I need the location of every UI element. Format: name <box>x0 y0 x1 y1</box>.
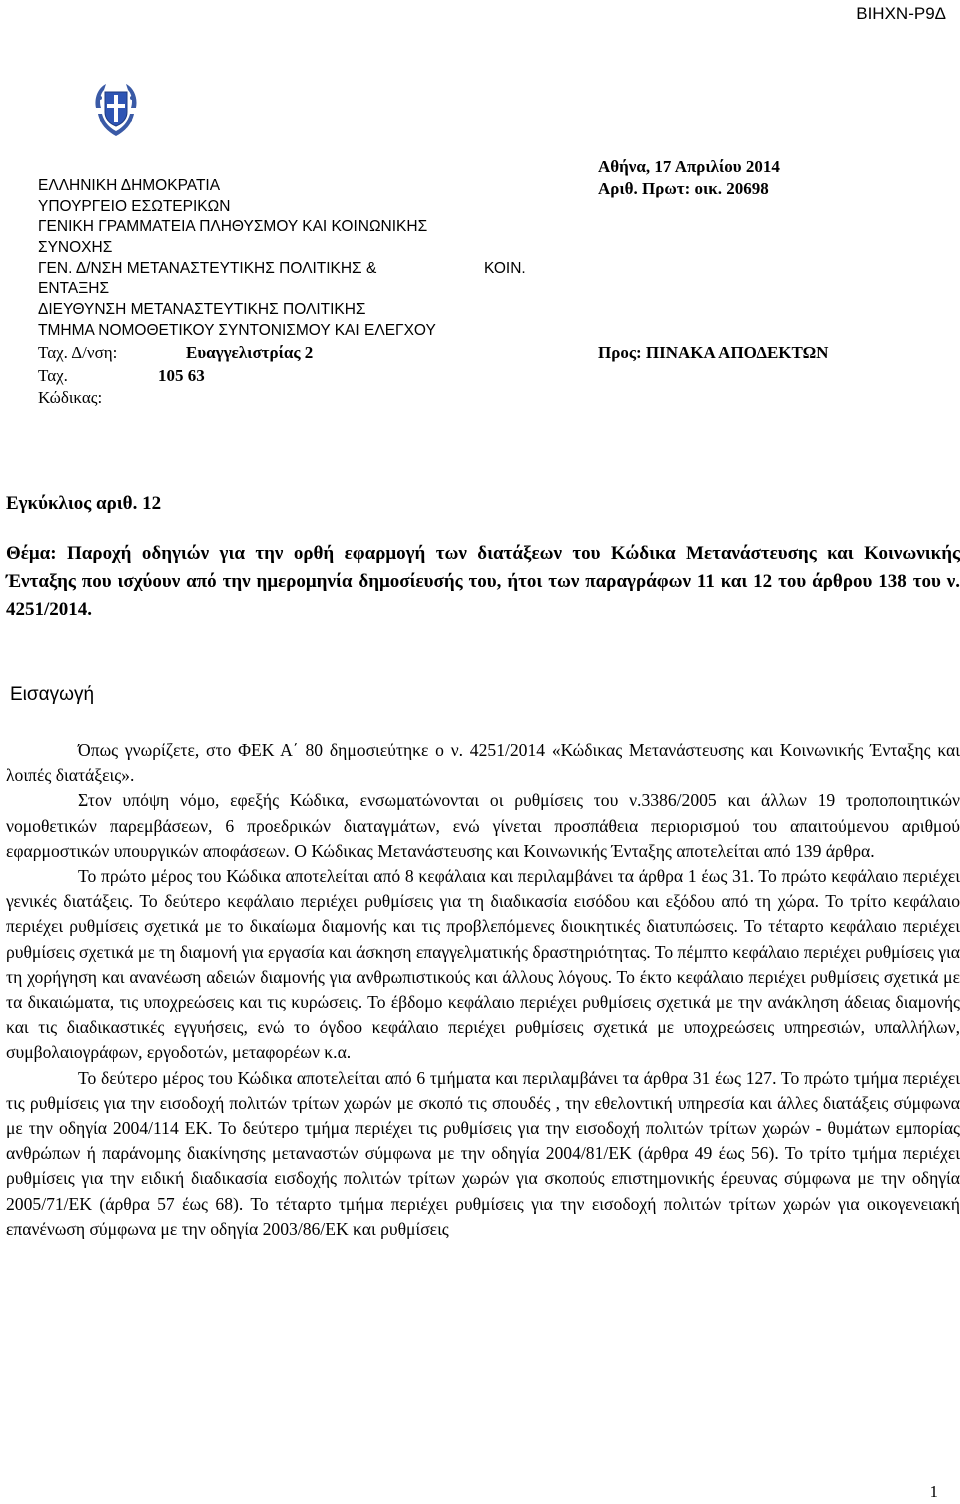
body-paragraph-3: Το πρώτο μέρος του Κώδικα αποτελείται από 8 κεφάλαια και περιλαμβάνει τα άρθρα 1 έως 31. Το πρώτο κεφάλαιο περιέχει γενικές διατάξεις. Το δεύτερο κεφάλαιο περιέχει ρυθμίσεις για τη διαδικασία εισόδου και εξόδου από τη χώρα. Το τρίτο κεφάλαιο περιέχει ρυθμίσεις σχετικά με το δικαίωμα διαμονής και τις προβλεπόμενες διοικητικές διατυπώσεις. Το τέταρτο κεφάλαιο περιέχει ρυθμίσεις σχετικά με τη διαμονή για εργασία και άσκηση επαγγελματικής δραστηριότητας. Το πέμπτο κεφάλαιο περιέχει ρυθμίσεις για τη χορήγηση και ανανέωση αδειών διαμονής για ανθρωπιστικούς και άλλους λόγους. Το έκτο κεφάλαιο περιέχει ρυθμίσεις σχετικά με τα δικαιώματα, τις υποχρεώσεις και τις κυρώσεις. Το έβδομο κεφάλαιο περιέχει ρυθμίσεις σχετικά με την ανάκληση άδειας διαμονής και τις διαδικαστικές εγγυήσεις, ενώ το όγδοο κεφάλαιο περιέχει ρυθμίσεις σχετικά με υποχρεώσεις υπηρεσιών, υπαλλήλων, συμβολαιογράφων, εργοδοτών, μεταφορέων κ.α. <box>6 866 960 1063</box>
body-paragraph-4: Το δεύτερο μέρος του Κώδικα αποτελείται από 6 τμήματα και περιλαμβάνει τα άρθρα 31 έως 127. Το πρώτο τμήμα περιέχει τις ρυθμίσεις για την εισοδοχή πολιτών τρίτων χωρών με σκοπό τις σπουδές , την εθελοντική υπηρεσία και άλλες διατάξεις σύμφωνα με την οδηγία 2004/114 ΕΚ. Το δεύτερο τμήμα περιέχει τις ρυθμίσεις για την εισοδοχή πολιτών τρίτων χωρών - θυμάτων εμπορίας ανθρώπων ή παράνομης διακίνησης μεταναστών σύμφωνα με την οδηγία 2004/81/ΕΚ (άρθρα 49 έως 56). Το τρίτο τμήμα περιέχει ρυθμίσεις για την ειδική διαδικασία εισδοχής πολιτών τρίτων χωρών για σκοπούς επιστημονικής έρευνας σύμφωνα με την οδηγία 2005/71/ΕΚ (άρθρα 57 έως 68). Το τέταρτο τμήμα περιέχει ρυθμίσεις για την εισοδοχή πολιτών τρίτων χωρών για οικογενειακή επανένωση σύμφωνα με την οδηγία 2003/86/ΕΚ και ρυθμίσεις <box>6 1067 960 1239</box>
address-value: Ευαγγελιστρίας 2 <box>186 343 314 362</box>
circular-number: Εγκύκλιος αριθ. 12 <box>6 493 162 514</box>
sender-ministry: ΥΠΟΥΡΓΕΙΟ ΕΣΩΤΕΡΙΚΩΝ <box>38 198 231 215</box>
body-paragraph-1: Όπως γνωρίζετε, στο ΦΕΚ Α΄ 80 δημοσιεύτηκε ο ν. 4251/2014 «Κώδικας Μετανάστευσης και Κοινωνικής Ένταξης και λοιπές διατάξεις». <box>6 740 960 786</box>
postcode-label-cont: Κώδικας: <box>38 388 103 407</box>
date-line: Αθήνα, 17 Απριλίου 2014 <box>598 157 780 176</box>
intro-heading: Εισαγωγή <box>10 684 95 705</box>
sender-general-directorate: ΓΕΝ. Δ/ΝΣΗ ΜΕΤΑΝΑΣΤΕΥΤΙΚΗΣ ΠΟΛΙΤΙΚΗΣ & <box>38 260 377 277</box>
postcode-label: Ταχ. <box>38 366 68 385</box>
page-number: 1 <box>929 1482 938 1501</box>
address-label: Ταχ. Δ/νση: <box>38 343 118 362</box>
body-text <box>6 738 960 1242</box>
sender-directorate: ΔΙΕΥΘΥΝΣΗ ΜΕΤΑΝΑΣΤΕΥΤΙΚΗΣ ΠΟΛΙΤΙΚΗΣ <box>38 301 366 318</box>
postcode-value: 105 63 <box>158 366 205 385</box>
sender-general-secretariat: ΓΕΝΙΚΗ ΓΡΑΜΜΑΤΕΙΑ ΠΛΗΘΥΣΜΟΥ ΚΑΙ ΚΟΙΝΩΝΙΚΗΣ <box>38 218 428 235</box>
recipients-line: Προς: ΠΙΝΑΚΑ ΑΠΟΔΕΚΤΩΝ <box>598 343 829 362</box>
sender-republic: ΕΛΛΗΝΙΚΗ ΔΗΜΟΚΡΑΤΙΑ <box>38 177 221 194</box>
sender-department: ΤΜΗΜΑ ΝΟΜΟΘΕΤΙΚΟΥ ΣΥΝΤΟΝΙΣΜΟΥ ΚΑΙ ΕΛΕΓΧΟΥ <box>38 322 436 339</box>
protocol-number: Αριθ. Πρωτ: οικ. 20698 <box>598 179 769 198</box>
body-paragraph-2: Στον υπόψη νόμο, εφεξής Κώδικα, ενσωματώνονται οι ρυθμίσεις του ν.3386/2005 και άλλων 19 τροποποιητικών νομοθετικών παρεμβάσεων, 6 προεδρικών διαταγμάτων, ενώ γίνεται προσπάθεια περιορισμού του απαιτούμενου αριθμού εφαρμοστικών υπουργικών αποφάσεων. Ο Κώδικας Μετανάστευσης και Κοινωνικής Ένταξης αποτελείται από 139 άρθρα. <box>6 790 960 861</box>
greek-coat-of-arms-icon <box>88 78 144 140</box>
sender-general-directorate-end: ΚΟΙΝ. <box>484 260 526 277</box>
sender-general-directorate-cont: ΕΝΤΑΞΗΣ <box>38 280 110 297</box>
sender-general-secretariat-cont: ΣΥΝΟΧΗΣ <box>38 239 113 256</box>
document-code: ΒΙΗΧΝ-Ρ9Δ <box>856 4 946 23</box>
subject: Θέμα: Παροχή οδηγιών για την ορθή εφαρμογή των διατάξεων του Κώδικα Μετανάστευσης και Κοινωνικής Ένταξης που ισχύουν από την ημερομηνία δημοσίευσής του, ήτοι των παραγράφων 11 και 12 του άρθρου 138 του ν. 4251/2014. <box>6 543 960 620</box>
